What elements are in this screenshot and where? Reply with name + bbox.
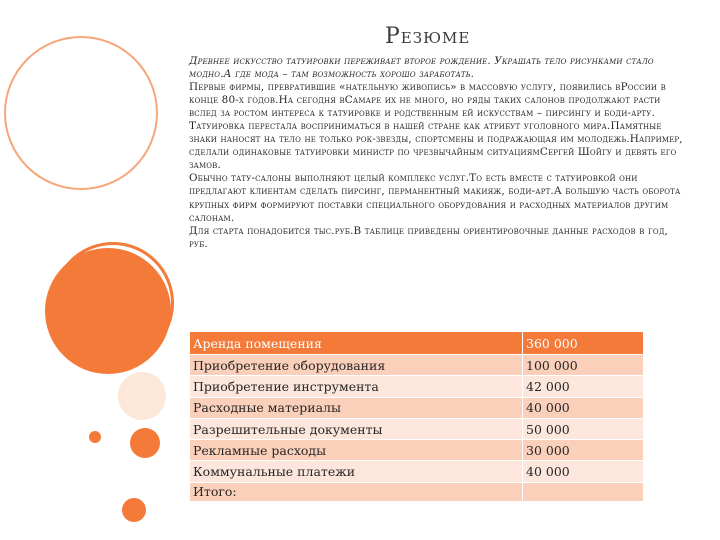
slide-title: Резюме: [385, 24, 471, 49]
cost-value: 40 000: [523, 397, 644, 418]
table-row: [190, 355, 644, 376]
table-row: [190, 376, 644, 397]
cost-label: Разрешительные документы: [190, 418, 523, 439]
paragraph-5: Для старта понадобится тыс.руб.В таблице приведены ориентировочные данные расходов в год, руб.: [189, 224, 668, 250]
table-row: [190, 440, 644, 461]
table-row: [190, 332, 644, 355]
cost-label: Приобретение инструмента: [190, 376, 523, 397]
cost-value: 100 000: [523, 355, 644, 376]
costs-table: [189, 331, 644, 502]
cost-label: Рекламные расходы: [190, 440, 523, 461]
decor-circle-pale: [118, 372, 166, 420]
decor-ring-large-top: [4, 36, 158, 190]
cost-label: Расходные материалы: [190, 397, 523, 418]
table-row: [190, 418, 644, 439]
decor-circle-small: [89, 431, 101, 443]
cost-label-total: Итого:: [190, 482, 523, 501]
table-row: [190, 461, 644, 482]
cost-value: 42 000: [523, 376, 644, 397]
cost-label: Коммунальные платежи: [190, 461, 523, 482]
paragraph-2: Первые фирмы, превратившие «нательную живопись» в массовую услугу, появились вРоссии в конце 80-х годов.На сегодня вСамаре их не много, но ряды таких салонов продолжают расти вслед за ростом интереса к татуировке и родственным ей искусствам – пирсингу и боди-арту.: [189, 81, 666, 120]
table-row: [190, 397, 644, 418]
table-row-total: [190, 482, 644, 501]
cost-value: 40 000: [523, 461, 644, 482]
summary-text: [189, 55, 689, 251]
cost-value-total: [523, 482, 644, 501]
paragraph-3: Татуировка перестала восприниматься в нашей стране как атрибут уголовного мира.Памятные знаки наносят на тело не только рок-звезды, спортсмены и подражающая им молодежь.Например, сделали одинаковые татуировки министр по чрезвычайным ситуациямСергей Шойгу и девять его замов.: [189, 120, 683, 172]
cost-value: 50 000: [523, 418, 644, 439]
cost-label: Аренда помещения: [190, 332, 523, 355]
cost-label: Приобретение оборудования: [190, 355, 523, 376]
paragraph-1: Древнее искусство татуировки переживает второе рождение. Украшать тело рисунками стало модно.А где мода – там возможность хорошо заработать.: [189, 55, 654, 81]
cost-value: 360 000: [523, 332, 644, 355]
decor-ring-middle: [52, 242, 174, 364]
decor-circle-bottom: [122, 498, 146, 522]
decor-circle-medium: [130, 428, 160, 458]
cost-value: 30 000: [523, 440, 644, 461]
paragraph-4: Обычно тату-салоны выполняют целый комплекс услуг.То есть вместе с татуировкой они предлагают клиентам сделать пирсинг, перманентный макияж, боди-арт.А большую часть оборота крупных фирм формируют поставки специального оборудования и расходных материалов другим салонам.: [189, 172, 681, 224]
